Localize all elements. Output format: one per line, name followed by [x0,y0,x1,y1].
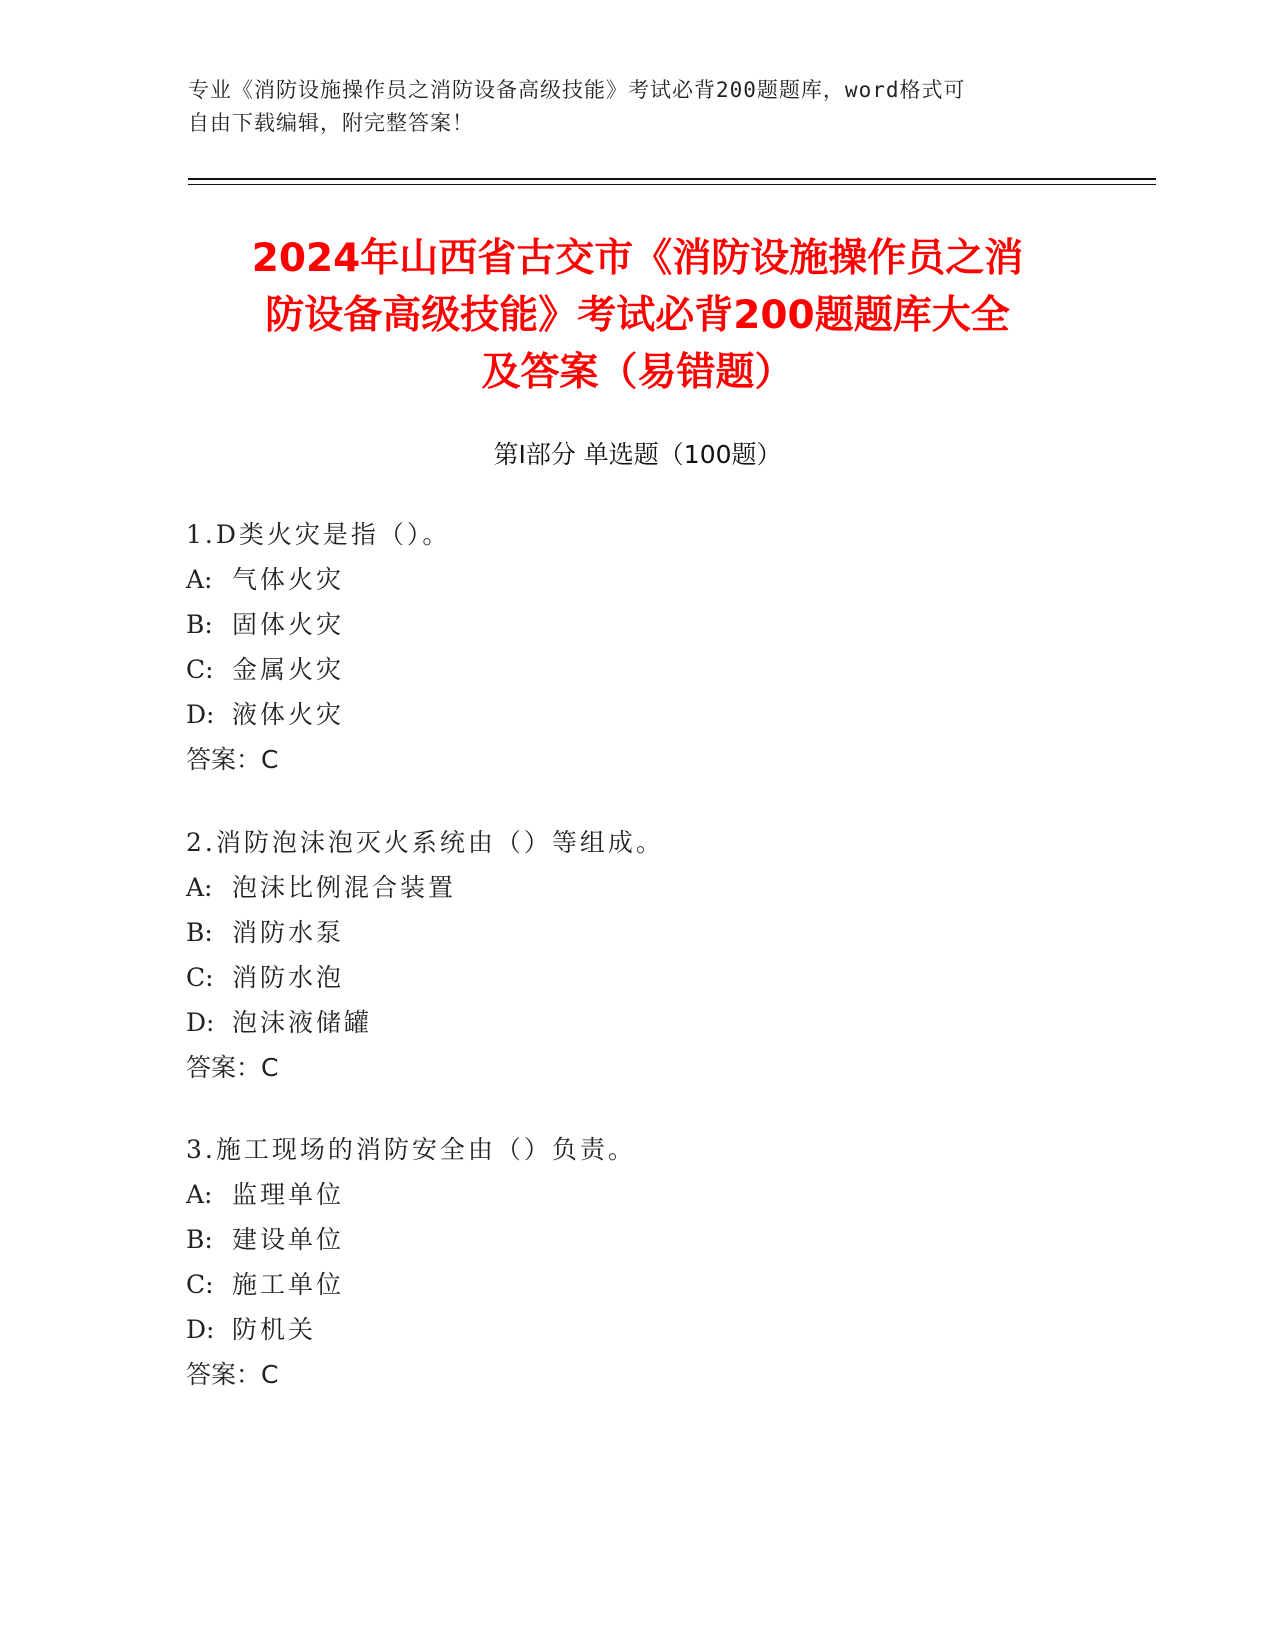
option-b [186,602,1086,647]
page-title [170,230,1105,401]
option-d [186,1307,1086,1352]
option-text: 建设单位 [232,1225,345,1254]
option-letter: D: [186,700,215,729]
option-text: 施工单位 [232,1270,345,1299]
option-text: 消防水泡 [232,963,345,992]
option-a [186,557,1086,602]
question-3 [186,1127,1086,1397]
option-c [186,1262,1086,1307]
option-text: 固体火灾 [232,610,345,639]
option-b [186,910,1086,955]
option-letter: A: [186,1180,213,1209]
option-b [186,1217,1086,1262]
page-title-line-1: 2024年山西省古交市《消防设施操作员之消 [251,236,1024,281]
option-text: 气体火灾 [232,565,345,594]
option-text: 泡沫比例混合装置 [232,873,457,902]
option-text: 消防水泵 [232,918,345,947]
option-d [186,1000,1086,1045]
option-letter: B: [186,918,213,947]
answer: 答案：C [186,745,279,774]
option-text: 防机关 [232,1315,317,1344]
answer: 答案：C [186,1053,279,1082]
question-1 [186,512,1086,782]
page-title-line-2: 防设备高级技能》考试必背200题题库大全 [265,293,1010,338]
option-text: 监理单位 [232,1180,345,1209]
option-d [186,692,1086,737]
header-note [188,74,1068,140]
question-2 [186,820,1086,1090]
question-stem: 3.施工现场的消防安全由（）负责。 [186,1135,636,1164]
header-note-line-1: 专业《消防设施操作员之消防设备高级技能》考试必背200题题库，word格式可 [188,78,966,102]
option-text: 金属火灾 [232,655,345,684]
header-divider-thin [188,184,1156,185]
option-letter: A: [186,873,213,902]
page-title-line-3: 及答案（易错题） [481,350,794,395]
option-text: 泡沫液储罐 [232,1008,373,1037]
option-letter: A: [186,565,213,594]
option-c [186,647,1086,692]
option-letter: C: [186,1270,214,1299]
option-text: 液体火灾 [232,700,345,729]
option-letter: D: [186,1008,215,1037]
option-letter: C: [186,963,214,992]
option-c [186,955,1086,1000]
option-letter: C: [186,655,214,684]
header-note-line-2: 自由下载编辑，附完整答案！ [188,111,474,135]
option-a [186,865,1086,910]
header-divider-thick [188,178,1156,180]
option-letter: D: [186,1315,215,1344]
option-letter: B: [186,1225,213,1254]
section-heading: 第Ⅰ部分 单选题（100题） [493,440,782,469]
question-stem: 2.消防泡沫泡灭火系统由（）等组成。 [186,828,664,857]
question-stem: 1.D类火灾是指（）。 [186,520,451,549]
option-a [186,1172,1086,1217]
answer: 答案：C [186,1360,279,1389]
option-letter: B: [186,610,213,639]
